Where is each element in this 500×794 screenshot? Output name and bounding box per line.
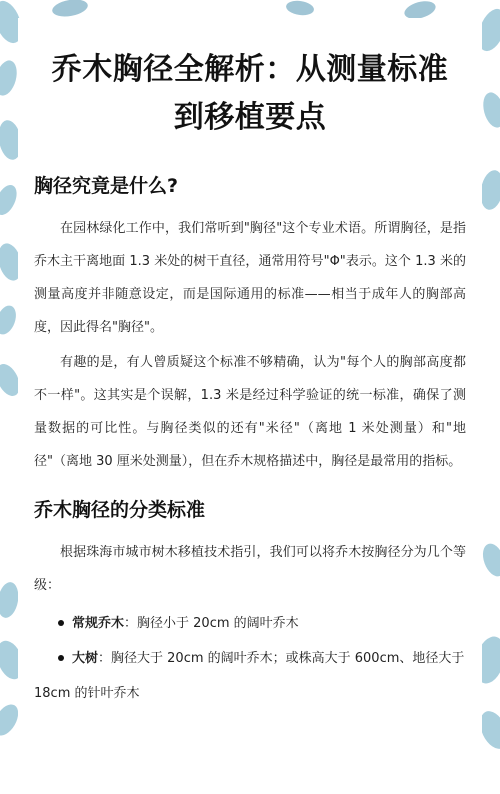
- title-line-2: 到移植要点: [173, 100, 327, 135]
- item-term: 大树: [72, 651, 99, 666]
- bullet-icon: [58, 655, 64, 661]
- section-heading-what-is-dbh: 胸径究竟是什么?: [34, 175, 179, 197]
- document-title: [34, 46, 466, 142]
- title-line-1: 乔木胸径全解析：从测量标准: [51, 52, 449, 87]
- section1-paragraph-2: 有趣的是，有人曾质疑这个标准不够精确，认为"每个人的胸部高度都不一样"。这其实是个误解，1.3 米是经过科学验证的统一标准，确保了测量数据的可比性。与胸径类似的还有"米径"（离地 1 米处测量）和"地径"（离地 30 厘米处测量），但在乔木规格描述中，胸径是最常用的指标。: [34, 355, 466, 469]
- bullet-icon: [58, 620, 64, 626]
- item-text: ：胸径小于 20cm 的阔叶乔木: [124, 616, 299, 631]
- section1-paragraph-1: 在园林绿化工作中，我们常听到"胸径"这个专业术语。所谓胸径，是指乔木主干离地面 1.3 米处的树干直径，通常用符号"Φ"表示。这个 1.3 米的测量高度并非随意设定，而是国际通用的标准——相当于成年人的胸部高度，因此得名"胸径"。: [34, 221, 466, 335]
- section-heading-classification: 乔木胸径的分类标准: [34, 499, 206, 521]
- item-text-line-1: ：胸径大于 20cm 的阔叶乔木；或株高大于 600cm、地径大于: [98, 651, 465, 666]
- list-item: [34, 641, 466, 711]
- section2-intro: 根据珠海市城市树木移植技术指引，我们可以将乔木按胸径分为几个等级：: [34, 545, 466, 593]
- classification-list: [34, 606, 466, 711]
- article-card: [18, 18, 482, 794]
- list-item: [34, 606, 466, 641]
- item-text-line-2: 18cm 的针叶乔木: [34, 686, 140, 701]
- item-term: 常规乔木: [72, 616, 125, 631]
